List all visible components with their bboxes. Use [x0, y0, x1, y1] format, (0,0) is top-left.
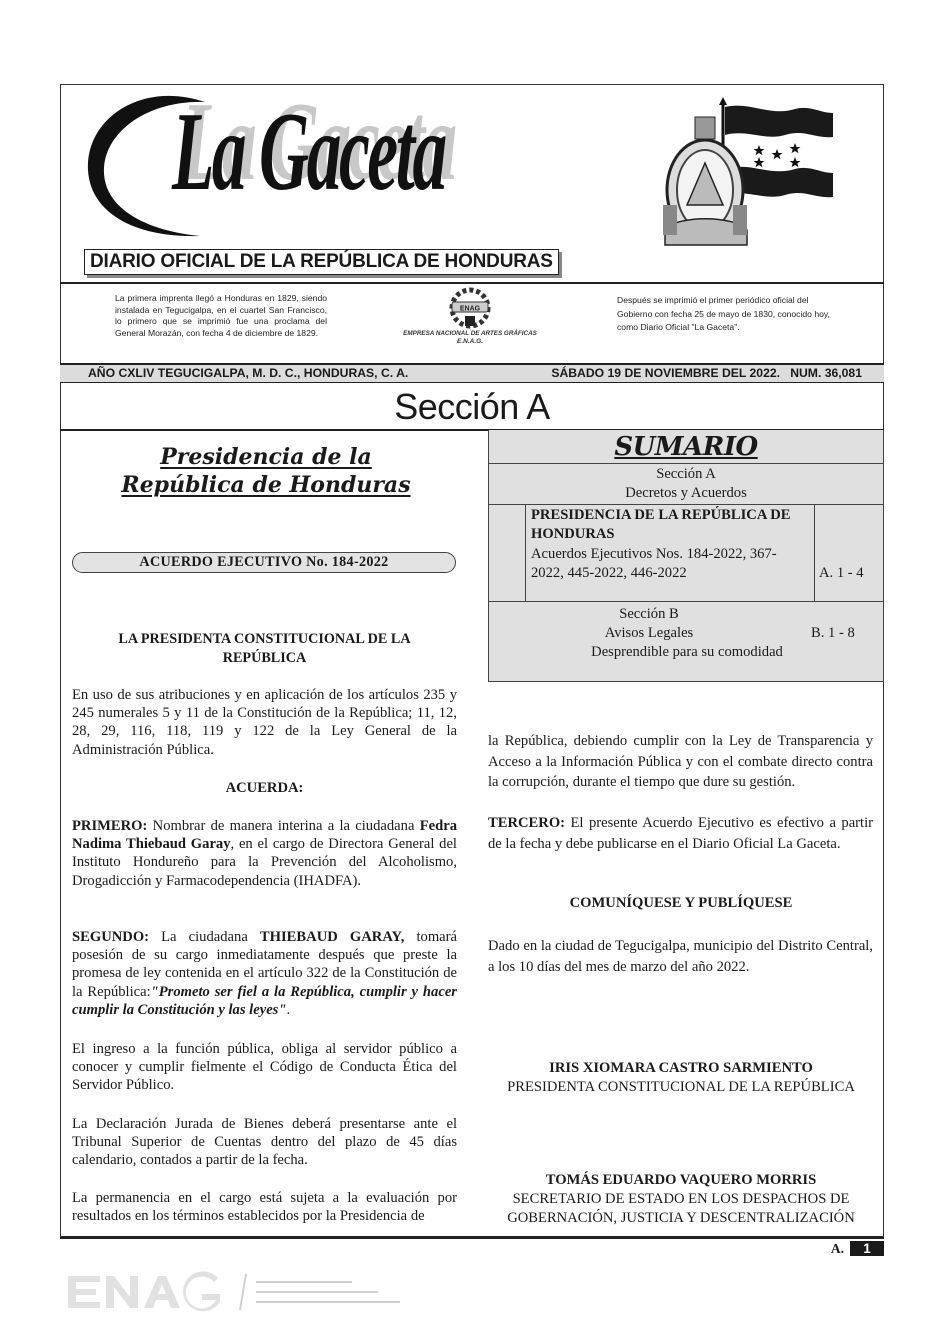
ingreso-paragraph: El ingreso a la función pública, obliga al servidor público a conocer y cumplir fielmente el Código de Conducta Ética del Servidor Público. [72, 1041, 457, 1094]
entry-description: Acuerdos Ejecutivos Nos. 184-2022, 367-2022, 445-2022, 446-2022 [531, 546, 777, 581]
declaracion-paragraph: La Declaración Jurada de Bienes deberá presentarse ante el Tribunal Superior de Cuentas dentro del plazo de 45 días calendario, contados a partir de la fecha. [72, 1116, 457, 1169]
section-b-note: Desprendible para su comodidad [591, 644, 783, 660]
newspaper-logo: La Gaceta [172, 90, 445, 214]
issue-number: NUM. 36,081 [790, 366, 862, 380]
footer-section: A. [830, 1241, 844, 1256]
page-number: 1 [850, 1241, 884, 1256]
secretary-name: TOMÁS EDUARDO VAQUERO MORRIS [545, 1172, 817, 1188]
section-b-pages: B. 1 - 8 [811, 625, 855, 641]
watermark-empresa-mark [240, 1274, 400, 1310]
permanencia-paragraph: La permanencia en el cargo está sujeta a la evaluación por resultados en los términos establecidos por la Presidencia de [72, 1190, 457, 1225]
watermark-letter-g [183, 1271, 220, 1311]
issuing-authority-heading [86, 443, 446, 499]
signature-secretary [488, 1171, 874, 1228]
enag-abbreviation: E.N.A.G. [456, 338, 483, 345]
year-and-place: AÑO CXLIV TEGUCIGALPA, M. D. C., HONDURAS, C. A. [88, 366, 409, 380]
coat-of-arms-and-flag-icon [655, 95, 840, 255]
enag-watermark-image [60, 1268, 884, 1316]
acuerdo-number-label: ACUERDO EJECUTIVO No. 184-2022 [72, 552, 456, 573]
section-b-label: Sección B [619, 606, 679, 622]
entry-pages: A. 1 - 4 [819, 565, 864, 581]
dateline-bar [60, 363, 884, 383]
article-tercero [488, 813, 873, 854]
sumario-box [488, 430, 884, 682]
section-a-label: Sección A [656, 466, 716, 482]
comuniquese-heading: COMUNÍQUESE Y PUBLÍQUESE [569, 895, 793, 911]
appointee-name: Fedra Nadima Thiebaud Garay [72, 818, 457, 853]
newspaper-subtitle: DIARIO OFICIAL DE LA REPÚBLICA DE HONDURAS [84, 249, 559, 275]
segundo-text-a: La ciudadana [149, 929, 260, 945]
heading-line-1: Presidencia de la [160, 444, 372, 470]
watermark-divider [240, 1274, 246, 1310]
primero-label: PRIMERO: [72, 818, 148, 834]
oath-text: "Prometo ser fiel a la República, cumplir y hacer cumplir la Constitución y las leyes" [72, 983, 457, 1018]
president-title: PRESIDENTA CONSTITUCIONAL DE LA REPÚBLICA [507, 1079, 855, 1095]
watermark-enag-letters [68, 1271, 220, 1311]
watermark-letter-e [68, 1276, 100, 1308]
continuation-paragraph: la República, debiendo cumplir con la Ley de Transparencia y Acceso a la Información Pública y con el combate directo contra la corrupción, durante el tiempo que dure su gestión. [488, 733, 873, 790]
primero-text-b: , en el cargo de Directora General del Instituto Hondureño para la Prevención del Alcoholismo, Drogadicción y Farmacodependencia (IHADFA). [72, 836, 457, 889]
watermark-letter-n [106, 1276, 138, 1308]
sumario-entry [489, 504, 883, 602]
date-and-issue [551, 365, 862, 382]
watermark-letter-a [144, 1276, 180, 1308]
secretary-title: SECRETARIO DE ESTADO EN LOS DESPACHOS DE GOBERNACIÓN, JUSTICIA Y DESCENTRALIZACIÓN [507, 1191, 855, 1226]
enag-logo [400, 286, 540, 346]
page-footer [831, 1241, 884, 1256]
issue-date: SÁBADO 19 DE NOVIEMBRE DEL 2022. [551, 366, 781, 380]
history-note-right: Después se imprimió el primer periódico oficial del Gobierno con fecha 25 de mayo de 1830, conocido hoy, como Diario Oficial "La Gaceta". [617, 295, 830, 332]
signature-president [488, 1059, 874, 1097]
tercero-label: TERCERO: [488, 815, 566, 831]
history-note-left: La primera imprenta llegó a Honduras en 1829, siendo instalada en Tegucigalpa, en el cuartel San Francisco, lo primero que se imprimió fue una proclama del General Morazán, con fecha 4 de diciembre de 1829. [115, 293, 327, 339]
segundo-label: SEGUNDO: [72, 929, 150, 945]
tercero-text: El presente Acuerdo Ejecutivo es efectivo a partir de la fecha y debe publicarse en el Diario Oficial La Gaceta. [488, 815, 873, 852]
segundo-text-b: tomará posesión de su cargo inmediatamente después que preste la promesa de ley contenida en el artículo 322 de la Constitución de la República: [72, 929, 457, 1000]
enag-full-name: EMPRESA NACIONAL DE ARTES GRÁFICAS [403, 330, 537, 337]
section-title: Sección A [394, 386, 550, 427]
sumario-title: SUMARIO [489, 430, 883, 464]
article-segundo [72, 928, 457, 1019]
segundo-end: . [286, 1001, 291, 1018]
article-primero [72, 817, 457, 890]
section-a-description: Decretos y Acuerdos [625, 485, 747, 501]
section-b-description: Avisos Legales [604, 625, 694, 641]
preamble-paragraph: En uso de sus atribuciones y en aplicación de los artículos 235 y 245 numerales 5 y 11 de la Constitución de la República; 11, 12, 28, 29, 116, 118, 119 y 122 de la Ley General de la Administración Pública. [72, 687, 457, 758]
dado-paragraph: Dado en la ciudad de Tegucigalpa, municipio del Distrito Central, a los 10 días del mes de marzo del año 2022. [488, 938, 873, 975]
sumario-section-a [489, 465, 883, 503]
heading-line-2: República de Honduras [121, 472, 411, 498]
entry-organization: PRESIDENCIA DE LA REPÚBLICA DE HONDURAS [531, 507, 791, 542]
segundo-name: THIEBAUD GARAY, [259, 929, 405, 945]
header-divider [60, 282, 884, 284]
enag-gear-label: ENAG [459, 305, 481, 313]
president-name: IRIS XIOMARA CASTRO SARMIENTO [549, 1060, 813, 1076]
acuerda-heading: ACUERDA: [225, 780, 304, 796]
entry-divider-right [814, 505, 815, 601]
entry-divider-left [525, 505, 526, 601]
issuer-heading: LA PRESIDENTA CONSTITUCIONAL DE LA REPÚBLICA [118, 631, 411, 666]
primero-text-a: Nombrar de manera interina a la ciudadana [147, 818, 420, 834]
enag-gear-icon [446, 286, 494, 330]
